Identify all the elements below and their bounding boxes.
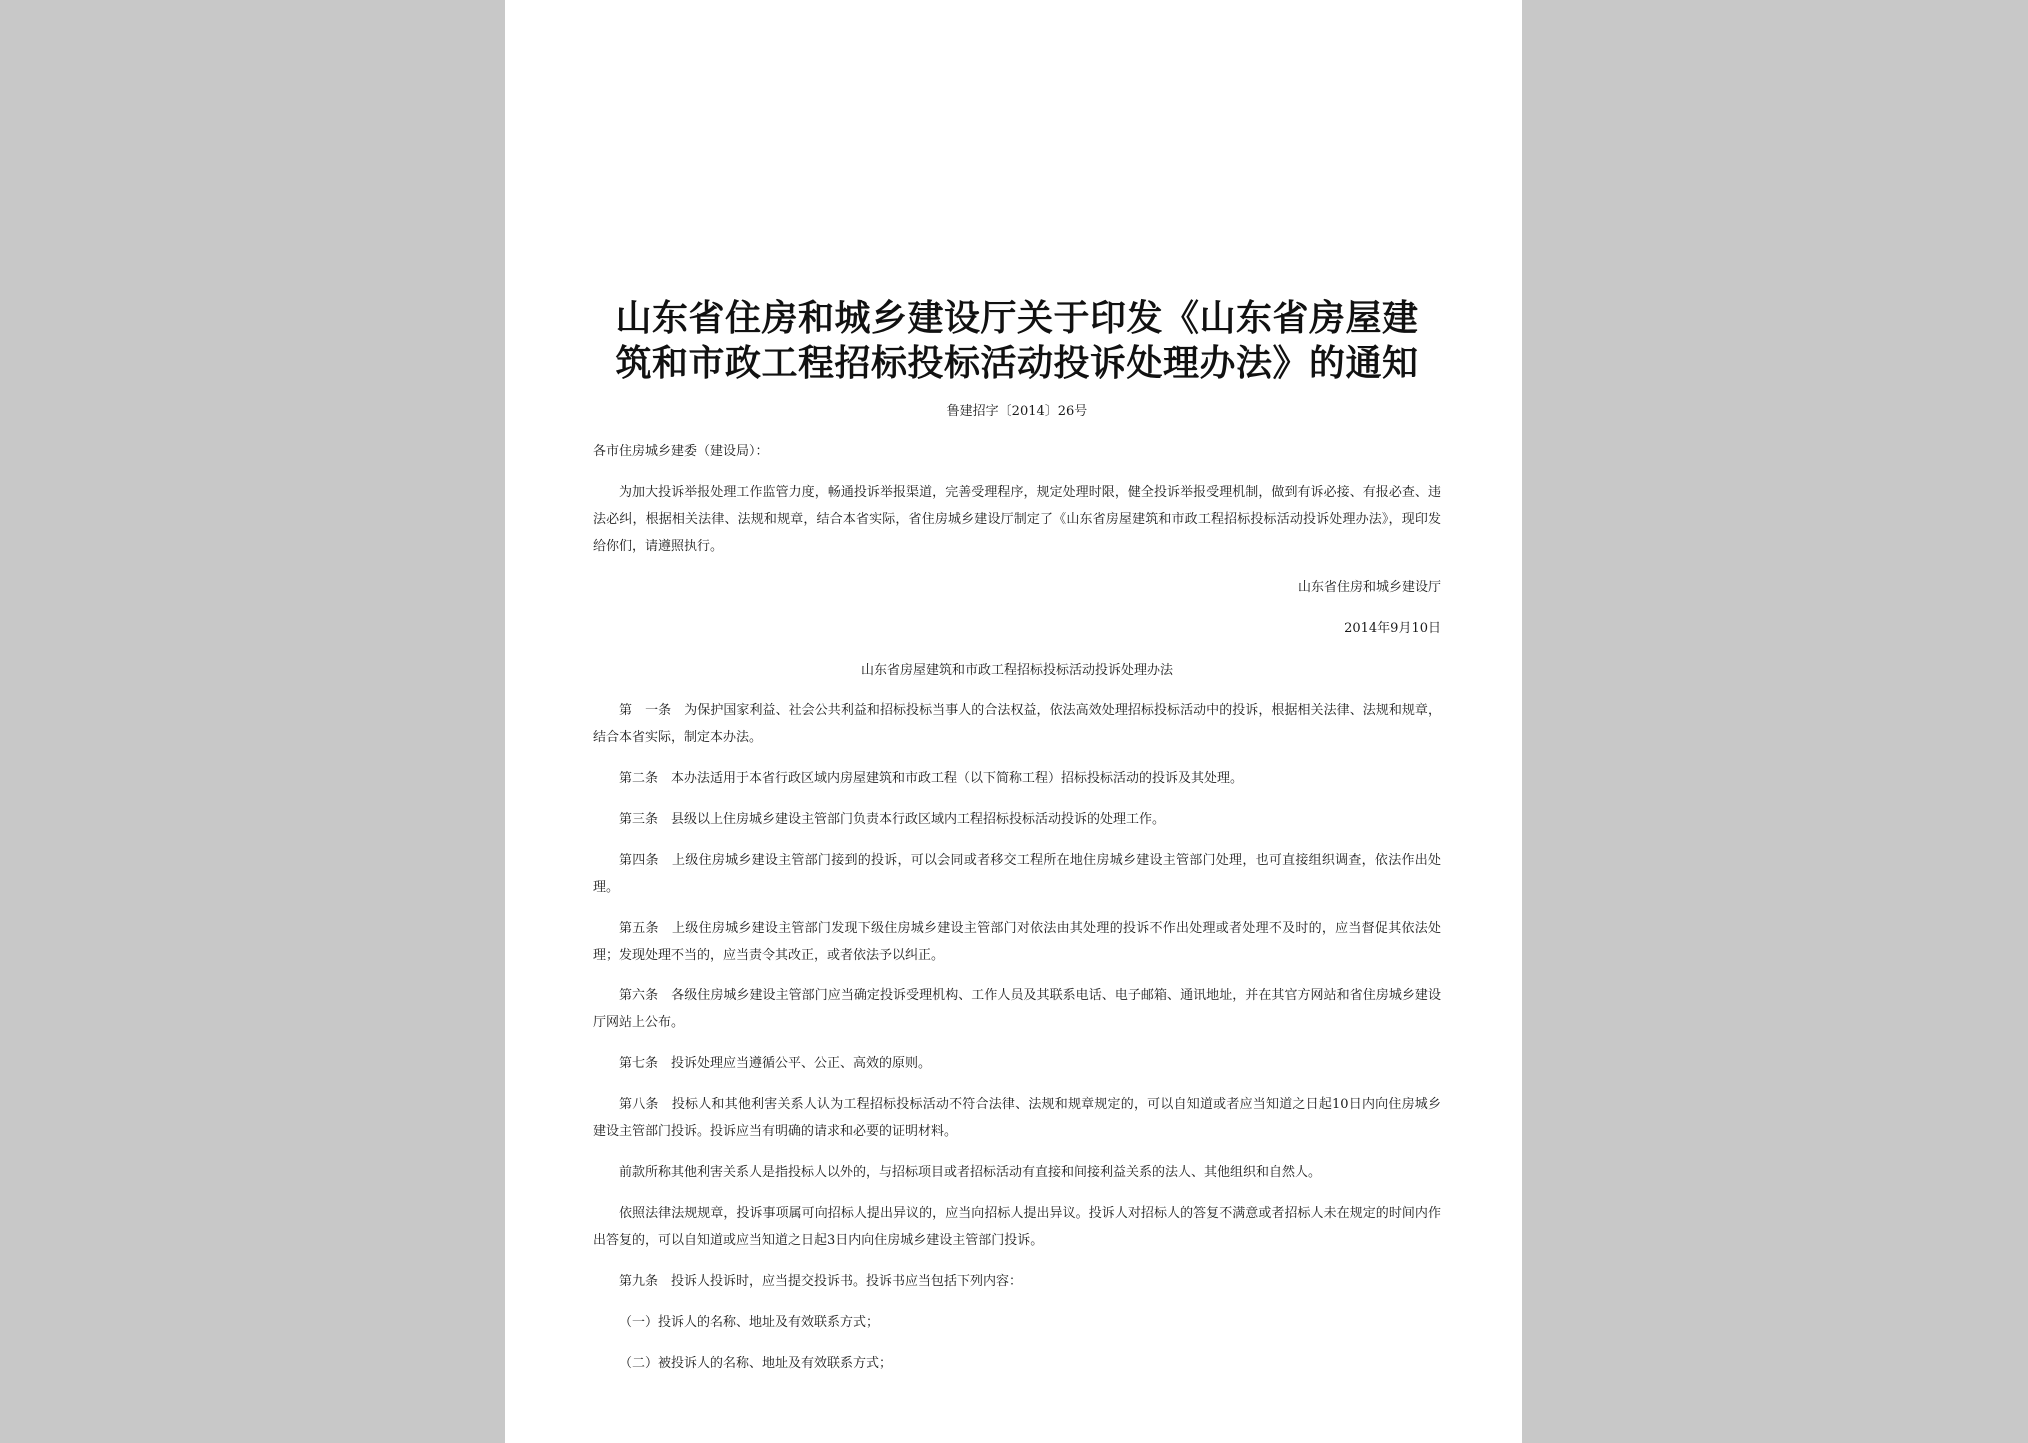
article-3: 第三条 县级以上住房城乡建设主管部门负责本行政区域内工程招标投标活动投诉的处理工作。: [619, 812, 1166, 827]
article-8-paragraph-3: 依照法律法规规章，投诉事项属可向招标人提出异议的，应当向招标人提出异议。投诉人对招标人的答复不满意或者招标人未在规定的时间内作出答复的，可以自知道或应当知道之日起3日内向住房城乡建设主管部门投诉。: [593, 1206, 1441, 1248]
article-1: 第 一条 为保护国家利益、社会公共利益和招标投标当事人的合法权益，依法高效处理招标投标活动中的投诉，根据相关法律、法规和规章，结合本省实际，制定本办法。: [593, 703, 1441, 745]
article-5: 第五条 上级住房城乡建设主管部门发现下级住房城乡建设主管部门对依法由其处理的投诉不作出处理或者处理不及时的，应当督促其依法处理；发现处理不当的，应当责令其改正，或者依法予以纠正。: [593, 921, 1441, 963]
title-line-2: 筑和市政工程招标投标活动投诉处理办法》的通知: [615, 343, 1419, 384]
article-4: 第四条 上级住房城乡建设主管部门接到的投诉，可以会同或者移交工程所在地住房城乡建设主管部门处理，也可直接组织调查，依法作出处理。: [593, 853, 1441, 895]
title-line-1: 山东省住房和城乡建设厅关于印发《山东省房屋建: [615, 298, 1419, 339]
article-9: 第九条 投诉人投诉时，应当提交投诉书。投诉书应当包括下列内容：: [619, 1274, 1023, 1289]
article-9-item-2: （二）被投诉人的名称、地址及有效联系方式；: [619, 1356, 893, 1371]
document-number: 鲁建招字〔2014〕26号: [946, 404, 1088, 419]
salutation: 各市住房城乡建委（建设局）：: [593, 444, 769, 459]
intro-paragraph: 为加大投诉举报处理工作监管力度，畅通投诉举报渠道，完善受理程序，规定处理时限，健全投诉举报受理机制，做到有诉必接、有报必查、违法必纠，根据相关法律、法规和规章，结合本省实际，省住房城乡建设厅制定了《山东省房屋建筑和市政工程招标投标活动投诉处理办法》，现印发给你们，请遵照执行。: [593, 485, 1441, 554]
article-9-item-1: （一）投诉人的名称、地址及有效联系方式；: [619, 1315, 880, 1330]
article-2: 第二条 本办法适用于本省行政区域内房屋建筑和市政工程（以下简称工程）招标投标活动的投诉及其处理。: [619, 771, 1244, 786]
article-7: 第七条 投诉处理应当遵循公平、公正、高效的原则。: [619, 1056, 932, 1071]
issue-date: 2014年9月10日: [1344, 621, 1441, 636]
document-page: [505, 0, 1522, 1443]
article-8: 第八条 投标人和其他利害关系人认为工程招标投标活动不符合法律、法规和规章规定的，可以自知道或者应当知道之日起10日内向住房城乡建设主管部门投诉。投诉应当有明确的请求和必要的证明材料。: [593, 1097, 1441, 1139]
document-title: [593, 296, 1441, 386]
article-8-paragraph-2: 前款所称其他利害关系人是指投标人以外的，与招标项目或者招标活动有直接和间接利益关系的法人、其他组织和自然人。: [619, 1165, 1322, 1180]
measures-title: 山东省房屋建筑和市政工程招标投标活动投诉处理办法: [860, 663, 1173, 678]
issuer: 山东省住房和城乡建设厅: [1297, 580, 1441, 595]
article-6: 第六条 各级住房城乡建设主管部门应当确定投诉受理机构、工作人员及其联系电话、电子邮箱、通讯地址，并在其官方网站和省住房城乡建设厅网站上公布。: [593, 988, 1441, 1030]
